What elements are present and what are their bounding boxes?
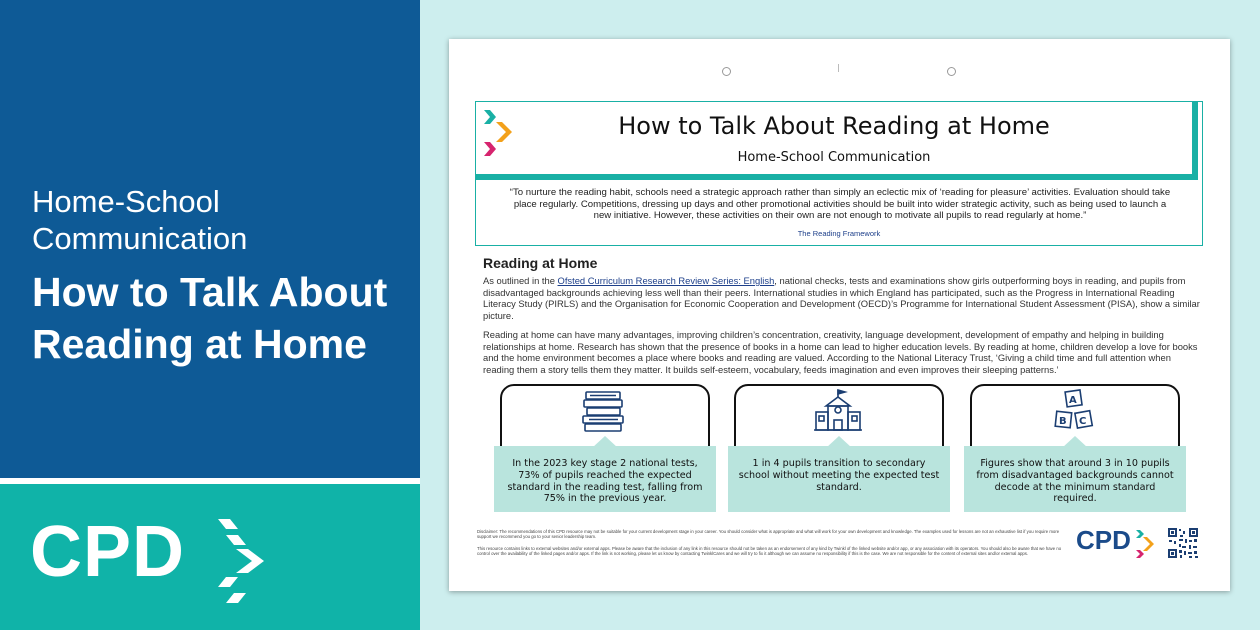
section-heading: Reading at Home bbox=[483, 255, 598, 271]
header-title-band bbox=[476, 102, 1198, 180]
paragraph-1-lead: As outlined in the bbox=[483, 275, 558, 286]
document-title: How to Talk About Reading at Home bbox=[618, 112, 1050, 140]
svg-text:B: B bbox=[1059, 416, 1067, 427]
banner-subtitle: Home-School Communication bbox=[32, 184, 248, 256]
card-pointer bbox=[592, 436, 618, 448]
chevron-arrows-icon bbox=[212, 515, 272, 605]
external-links-notice: This resource contains links to external websites and/or external apps. Please be aware that the inclusion of any link in this resource should not be taken as an endorsement of any kind by Twinkl of the linked website and/or app, or any association with its operators. You should also be aware that we have no control over the availability of the linked pages and/or apps. If the link is not working, please let us know by contacting TwinklCares and we will try to fix it although we can assume no responsibility if this is the case. We are not responsible for the content of external sites and/or external apps. bbox=[477, 546, 1062, 557]
document-preview bbox=[449, 39, 1230, 591]
banner-title: How to Talk About Reading at Home bbox=[32, 269, 388, 367]
disclaimer-text: Disclaimer: The recommendations of this CPD resource may not be suitable for your current development stage in your career. You should consider what is appropriate and what will work for your own development and knowledge. The examples used for lessons are not an exhaustive list if you require more support we recommend you go to your senior leadership team. bbox=[477, 529, 1060, 540]
abc-blocks-icon bbox=[1048, 388, 1100, 434]
chevron-arrows-icon bbox=[1135, 529, 1159, 559]
svg-text:C: C bbox=[1079, 416, 1087, 427]
card-pointer bbox=[1062, 436, 1088, 448]
ofsted-link[interactable]: Ofsted Curriculum Research Review Series: English bbox=[557, 275, 775, 286]
svg-text:A: A bbox=[1069, 395, 1077, 406]
document-header bbox=[475, 101, 1203, 246]
paragraph-1 bbox=[483, 275, 1203, 321]
qr-code-icon[interactable] bbox=[1167, 527, 1199, 559]
paragraph-2: Reading at home can have many advantages, improving children’s concentration, creativity, language development, development of empathy and helping in building relationships at home. Research has shown that the presence of books in a home can lead to higher education levels. By reading at home, children develop a love for books and the home environment becomes a place where books and reading are valued. According to the National Literacy Trust, ‘Giving a child time and full attention when reading them a story tells them they matter. It builds self-esteem, vocabulary, feeds imagination and even improves their sleeping patterns.’ bbox=[483, 329, 1198, 375]
school-building-icon bbox=[812, 388, 864, 434]
card-text: In the 2023 key stage 2 national tests, 73% of pupils reached the expected standard in the reading test, falling from 75% in the previous year. bbox=[507, 458, 703, 505]
cpd-logo: CPD bbox=[30, 512, 186, 592]
card-pointer bbox=[826, 436, 852, 448]
framework-quote: “To nurture the reading habit, schools need a strategic approach rather than simply an eclectic mix of ‘reading for pleasure’ activities. Evaluation should take place regularly. Competitions, dressing up days and other promotional activities should be built into wider strategic activity, such as being used to launch a new initiative. However, these activities on their own are not enough to motivate all pupils to read regularly at home.” bbox=[509, 187, 1171, 221]
punch-hole-icon bbox=[947, 67, 956, 76]
paragraph-1-rest: , national checks, tests and examinations show girls outperforming boys in reading, and pupils from disadvantaged backgrounds achieving less well than their peers. International studies in which England has participated, such as the Progress in International Reading Literacy Study (PIRLS) and the Organisation for Economic Cooperation and Development (OECD)’s Programme for International Student Assessment (PISA), show a similar picture. bbox=[483, 275, 1200, 321]
quote-source-link[interactable]: The Reading Framework bbox=[797, 229, 881, 238]
document-subtitle: Home-School Communication bbox=[737, 150, 931, 165]
books-stack-icon bbox=[578, 388, 630, 434]
punch-hole-icon bbox=[722, 67, 731, 76]
stat-card bbox=[494, 384, 704, 506]
footer-cpd-logo: CPD bbox=[1076, 525, 1131, 555]
card-text: 1 in 4 pupils transition to secondary school without meeting the expected test standard. bbox=[738, 458, 940, 493]
stat-card bbox=[728, 384, 938, 506]
page-center-mark bbox=[838, 64, 839, 72]
card-text: Figures show that around 3 in 10 pupils from disadvantaged backgrounds cannot decode at the minimum standard required. bbox=[976, 458, 1174, 505]
stat-card bbox=[964, 384, 1174, 506]
